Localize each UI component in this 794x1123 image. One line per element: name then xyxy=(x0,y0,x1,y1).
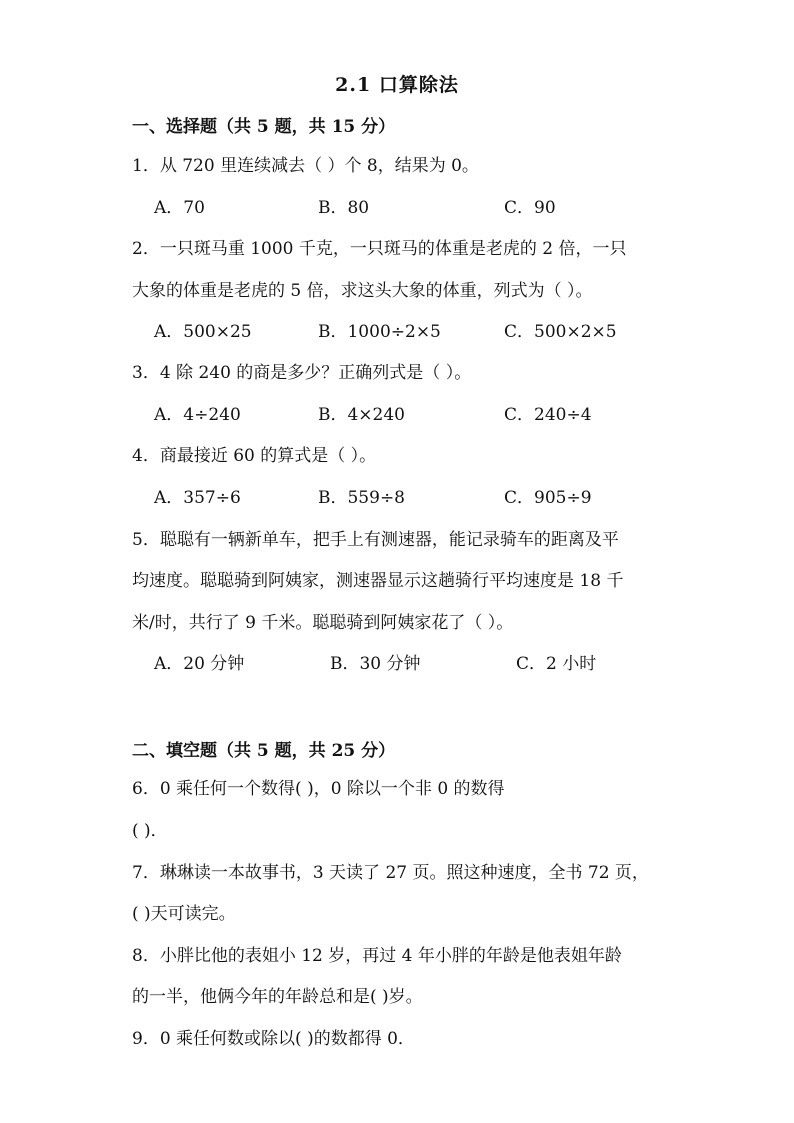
question-3-option-a: A．4÷240 xyxy=(154,405,241,425)
question-5-line-3: 米/时，共行了 9 千米。聪聪骑到阿姨家花了（ ）。 xyxy=(132,613,514,633)
question-2-option-c: C．500×2×5 xyxy=(504,322,617,342)
question-5-line-1: 5．聪聪有一辆新单车，把手上有测速器，能记录骑车的距离及平 xyxy=(132,530,619,550)
question-2-line-1: 2．一只斑马重 1000 千克，一只斑马的体重是老虎的 2 倍，一只 xyxy=(132,239,627,259)
question-1-option-b: B．80 xyxy=(318,198,370,218)
question-3-option-b: B．4×240 xyxy=(318,405,406,425)
question-5-option-c: C．2 小时 xyxy=(516,654,597,674)
question-9-text: 9．0 乘任何数或除以( )的数都得 0． xyxy=(132,1029,415,1049)
question-4-option-a: A．357÷6 xyxy=(154,488,241,508)
section-heading-fill-in: 二、填空题（共 5 题，共 25 分） xyxy=(132,741,396,761)
question-2-option-a: A．500×25 xyxy=(154,322,252,342)
question-8-line-2: 的一半，他俩今年的年龄总和是( )岁。 xyxy=(132,987,423,1007)
question-8-line-1: 8．小胖比他的表姐小 12 岁，再过 4 年小胖的年龄是他表姐年龄 xyxy=(132,946,622,966)
question-5-option-a: A．20 分钟 xyxy=(154,654,245,674)
question-2-line-2: 大象的体重是老虎的 5 倍，求这头大象的体重，列式为（ ）。 xyxy=(132,281,593,301)
question-7-line-1: 7．琳琳读一本故事书，3 天读了 27 页。照这种速度，全书 72 页， xyxy=(132,863,649,883)
question-5-line-2: 均速度。聪聪骑到阿姨家，测速器显示这趟骑行平均速度是 18 千 xyxy=(132,571,624,591)
question-3-option-c: C．240÷4 xyxy=(504,405,592,425)
question-4-option-b: B．559÷8 xyxy=(318,488,406,508)
section-heading-choice: 一、选择题（共 5 题，共 15 分） xyxy=(132,117,396,137)
question-4-text: 4．商最接近 60 的算式是（ ）。 xyxy=(132,446,377,466)
question-7-line-2: ( )天可读完。 xyxy=(132,904,236,924)
question-1-option-c: C．90 xyxy=(504,198,556,218)
page-title: 2.1 口算除法 xyxy=(335,74,459,96)
question-5-option-b: B．30 分钟 xyxy=(330,654,421,674)
question-3-text: 3．4 除 240 的商是多少？正确列式是（ ）。 xyxy=(132,363,472,383)
question-2-option-b: B．1000÷2×5 xyxy=(318,322,441,342)
question-6-line-1: 6．0 乘任何一个数得( )，0 除以一个非 0 的数得 xyxy=(132,779,505,799)
question-6-line-2: ( )． xyxy=(132,821,168,841)
question-1-text: 1．从 720 里连续减去（ ）个 8，结果为 0。 xyxy=(132,156,479,176)
question-1-option-a: A．70 xyxy=(154,198,205,218)
question-4-option-c: C．905÷9 xyxy=(504,488,592,508)
